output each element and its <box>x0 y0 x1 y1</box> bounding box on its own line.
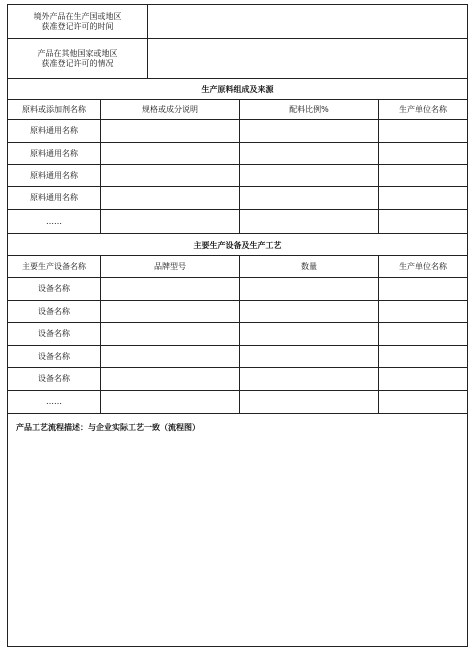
equipment-col-header-producer: 生产单位名称 <box>378 256 467 277</box>
equipment-cell-producer[interactable] <box>378 368 467 390</box>
equipment-cell-quantity[interactable] <box>239 278 378 300</box>
materials-cell-producer[interactable] <box>378 120 467 142</box>
info-label-line1: 产品在其他国家或地区 <box>37 48 118 58</box>
equipment-row-name: 设备名称 <box>38 306 70 316</box>
equipment-header-row <box>8 255 467 277</box>
equipment-cell-quantity[interactable] <box>239 368 378 390</box>
materials-cell-spec[interactable] <box>100 120 239 142</box>
materials-cell-producer[interactable] <box>378 143 467 164</box>
materials-cell-spec[interactable] <box>100 187 239 209</box>
materials-cell-producer[interactable] <box>378 187 467 209</box>
info-row-other-country-registration <box>8 38 467 78</box>
equipment-row <box>8 367 467 390</box>
equipment-cell-quantity[interactable] <box>239 391 378 413</box>
materials-row-name: 原料通用名称 <box>30 126 78 135</box>
materials-cell-producer[interactable] <box>378 210 467 233</box>
materials-cell-ratio[interactable] <box>239 120 378 142</box>
info-value-cell[interactable] <box>147 5 467 38</box>
info-label <box>8 5 147 38</box>
materials-row <box>8 142 467 164</box>
equipment-col-header-name: 主要生产设备名称 <box>22 261 86 271</box>
materials-row-name: 原料通用名称 <box>30 193 78 202</box>
materials-row <box>8 209 467 233</box>
equipment-cell-model[interactable] <box>100 368 239 390</box>
equipment-cell-model[interactable] <box>100 278 239 300</box>
materials-header-row <box>8 99 467 119</box>
materials-row <box>8 164 467 186</box>
equipment-row <box>8 300 467 322</box>
equipment-cell-producer[interactable] <box>378 323 467 345</box>
form-sheet <box>7 4 468 647</box>
equipment-cell-producer[interactable] <box>378 391 467 413</box>
equipment-cell-model[interactable] <box>100 323 239 345</box>
equipment-col-header-model: 品牌型号 <box>100 256 239 277</box>
equipment-row <box>8 345 467 367</box>
info-label-line2: 获准登记许可的情况 <box>41 58 114 68</box>
equipment-col-header-quantity: 数量 <box>239 256 378 277</box>
materials-cell-producer[interactable] <box>378 165 467 186</box>
materials-cell-ratio[interactable] <box>239 143 378 164</box>
process-description-area[interactable] <box>8 413 467 646</box>
info-row-foreign-registration-time <box>8 5 467 38</box>
info-label-line1: 境外产品在生产国或地区 <box>33 11 122 21</box>
materials-row <box>8 186 467 209</box>
equipment-row <box>8 322 467 345</box>
materials-col-header-name: 原料或添加剂名称 <box>22 104 86 114</box>
equipment-cell-quantity[interactable] <box>239 346 378 367</box>
process-description-label: 产品工艺流程描述：与企业实际工艺一致（流程图） <box>16 422 200 432</box>
materials-cell-spec[interactable] <box>100 143 239 164</box>
equipment-section-title: 主要生产设备及生产工艺 <box>193 239 282 250</box>
info-label-line2: 获准登记许可的时间 <box>41 21 114 31</box>
materials-col-header-spec: 规格或成分说明 <box>100 100 239 119</box>
materials-col-header-ratio: 配料比例% <box>239 100 378 119</box>
equipment-row-name: …… <box>46 397 62 406</box>
materials-row-name: 原料通用名称 <box>30 170 78 180</box>
materials-cell-spec[interactable] <box>100 165 239 186</box>
equipment-cell-model[interactable] <box>100 391 239 413</box>
materials-row-name: …… <box>46 216 62 226</box>
equipment-section-title-row <box>8 233 467 255</box>
materials-cell-ratio[interactable] <box>239 187 378 209</box>
materials-section-title: 生产原料组成及来源 <box>201 84 274 94</box>
equipment-row-name: 设备名称 <box>38 329 70 338</box>
equipment-cell-producer[interactable] <box>378 301 467 322</box>
materials-row-name: 原料通用名称 <box>30 148 78 158</box>
equipment-cell-producer[interactable] <box>378 278 467 300</box>
equipment-cell-model[interactable] <box>100 346 239 367</box>
materials-section-title-row <box>8 78 467 99</box>
info-label <box>8 39 147 78</box>
equipment-row-name: 设备名称 <box>38 374 70 383</box>
equipment-row <box>8 390 467 413</box>
equipment-row <box>8 277 467 300</box>
info-value-cell[interactable] <box>147 39 467 78</box>
materials-cell-spec[interactable] <box>100 210 239 233</box>
materials-cell-ratio[interactable] <box>239 210 378 233</box>
equipment-row-name: 设备名称 <box>38 351 70 361</box>
equipment-cell-quantity[interactable] <box>239 323 378 345</box>
materials-cell-ratio[interactable] <box>239 165 378 186</box>
materials-col-header-producer: 生产单位名称 <box>378 100 467 119</box>
equipment-cell-quantity[interactable] <box>239 301 378 322</box>
equipment-row-name: 设备名称 <box>38 284 70 293</box>
materials-row <box>8 119 467 142</box>
equipment-cell-model[interactable] <box>100 301 239 322</box>
equipment-cell-producer[interactable] <box>378 346 467 367</box>
